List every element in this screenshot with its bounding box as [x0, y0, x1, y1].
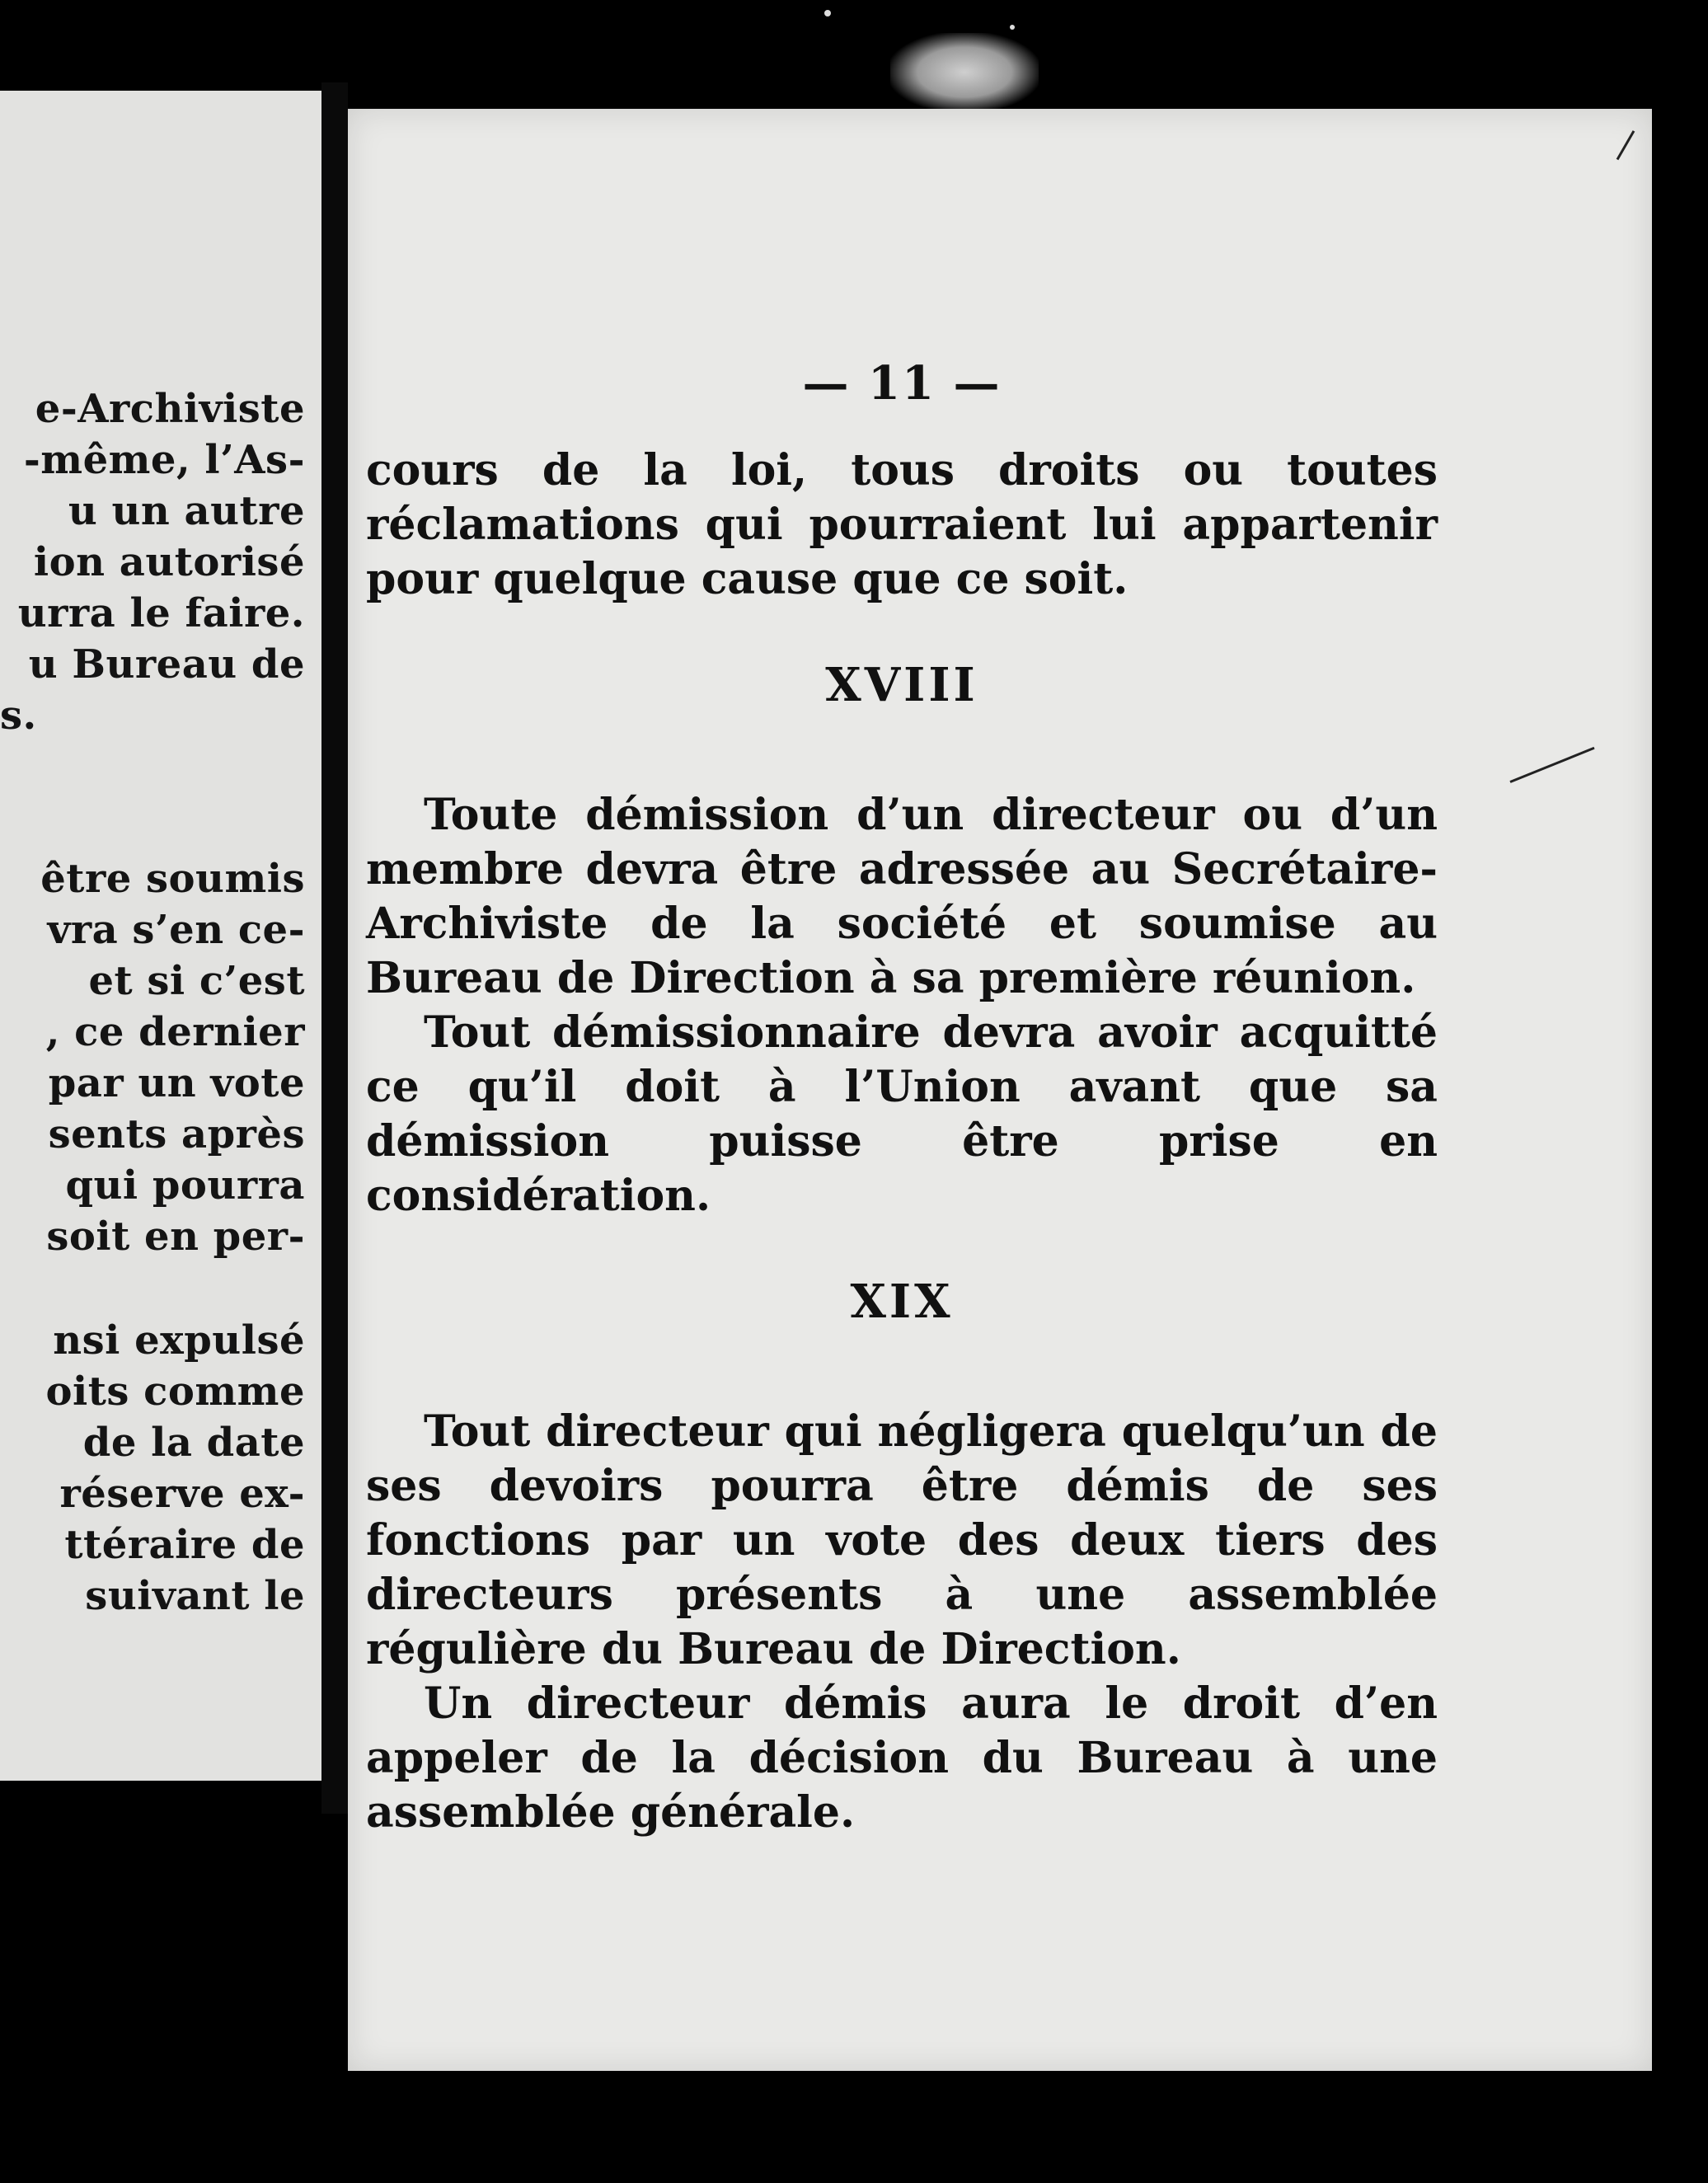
page-number: — 11 — — [802, 356, 1002, 411]
scan-scratch — [1616, 130, 1635, 160]
left-line: soit en per- — [46, 1214, 305, 1260]
paper-tear-mark — [890, 33, 1039, 111]
section-heading-xix: XIX — [850, 1275, 954, 1329]
left-line: u Bureau de — [28, 641, 305, 688]
page-content — [366, 356, 1438, 1840]
scan-speck — [1010, 25, 1015, 30]
left-gap — [0, 741, 305, 853]
left-line: ttéraire de — [64, 1522, 305, 1568]
left-line: et si c’est — [88, 958, 305, 1004]
left-line: urra le faire. — [17, 590, 305, 636]
book-gutter — [321, 82, 348, 1814]
left-line: nsi expulsé — [53, 1317, 305, 1364]
left-line: par un vote — [48, 1060, 305, 1106]
section-xviii-paragraph-2: Tout démissionnaire devra avoir acquitté ce qu’il doit à l’Union avant que sa démission puisse être prise en considération. — [366, 1007, 1438, 1221]
right-page — [348, 109, 1652, 2071]
left-line: -même, l’As- — [23, 437, 305, 483]
left-line: u un autre — [68, 488, 305, 534]
left-line: ion autorisé — [33, 539, 305, 585]
left-line: vra s’en ce- — [47, 907, 305, 953]
scan-speck — [824, 10, 831, 16]
opening-paragraph: cours de la loi, tous droits ou toutes réclamations qui pourraient lui appartenir pour quelque cause que ce soit. — [366, 445, 1438, 604]
left-page — [0, 91, 321, 1781]
left-page-text — [0, 383, 305, 1622]
left-line: suivant le — [85, 1573, 305, 1619]
left-line: oits comme — [45, 1368, 305, 1415]
left-gap — [0, 1262, 305, 1315]
section-xix-paragraph-1: Tout directeur qui négligera quelqu’un de ses devoirs pourra être démis de ses fonctions par un vote des deux tiers des directeurs présents à une assemblée régulière du Bureau de Direction. — [366, 1406, 1438, 1674]
section-xix-paragraph-2: Un directeur démis aura le droit d’en appeler de la décision du Bureau à une assemblée générale. — [366, 1678, 1438, 1838]
left-line: , ce dernier — [45, 1009, 305, 1055]
section-heading-xviii: XVIII — [825, 658, 978, 712]
left-line: s. — [0, 692, 37, 739]
left-line: de la date — [82, 1420, 305, 1466]
section-xviii-paragraph-1: Toute démission d’un directeur ou d’un membre devra être adressée au Secrétaire-Archiviste de la société et soumise au Bureau de Direction à sa première réunion. — [366, 790, 1438, 1003]
left-line: qui pourra — [65, 1162, 305, 1209]
scan-scratch — [1509, 747, 1594, 783]
left-line: e-Archiviste — [35, 386, 305, 432]
left-line: sents après — [48, 1111, 305, 1157]
left-line: être soumis — [40, 856, 305, 902]
left-line: réserve ex- — [59, 1471, 305, 1517]
